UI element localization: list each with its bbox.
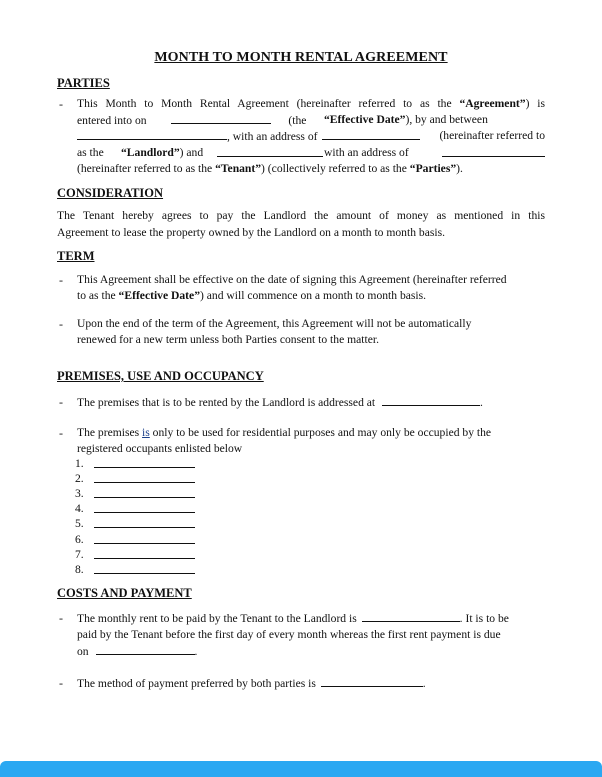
parties-line-5: (hereinafter referred to as the “Tenant”) (collectively referred to as the “Parties”). — [77, 162, 463, 175]
bullet-dash: - — [59, 676, 63, 690]
term-item-2-line-1: Upon the end of the term of the Agreement, this Agreement will not be automatically — [77, 317, 472, 330]
parties-line-3: , with an address of (hereinafter referred to — [77, 128, 545, 145]
occupant-field[interactable] — [94, 532, 195, 544]
landlord-address-field[interactable] — [322, 128, 420, 140]
landlord-name-field[interactable] — [77, 128, 227, 140]
term-item-1-line-2: to as the “Effective Date”) and will commence on a month to month basis. — [77, 289, 427, 302]
premises-item-2-line-1: The premises is only to be used for residential purposes and may only be occupied by the — [77, 426, 492, 439]
bullet-dash: - — [59, 97, 63, 111]
consideration-line-1: The Tenant hereby agrees to pay the Landlord the amount of money as mentioned in this — [57, 209, 545, 222]
occupant-field[interactable] — [94, 501, 195, 513]
consideration-line-2: Agreement to lease the property owned by the Landlord on a month to month basis. — [57, 226, 445, 239]
first-payment-date-field[interactable] — [96, 643, 195, 655]
costs-item-1-line-1: The monthly rent to be paid by the Tenant to the Landlord is . It is to be — [77, 612, 509, 625]
occupant-number: 3. — [75, 487, 84, 500]
tenant-address-field[interactable] — [442, 145, 545, 157]
document-title: MONTH TO MONTH RENTAL AGREEMENT — [154, 50, 448, 65]
premises-heading: PREMISES, USE AND OCCUPANCY — [57, 369, 264, 383]
bottom-bar — [0, 761, 602, 777]
occupant-number: 5. — [75, 517, 84, 530]
costs-item-1-line-3: on . — [77, 645, 198, 658]
bullet-dash: - — [59, 426, 63, 440]
parties-line-4: as the “Landlord”) and with an address of — [77, 145, 545, 161]
premises-item-1: The premises that is to be rented by the Landlord is addressed at . — [77, 396, 483, 409]
occupant-number: 8. — [75, 563, 84, 576]
costs-item-2: The method of payment preferred by both parties is . — [77, 677, 426, 690]
costs-heading: COSTS AND PAYMENT — [57, 586, 192, 600]
bullet-dash: - — [59, 317, 63, 331]
premises-address-field[interactable] — [382, 394, 480, 406]
term-item-1-line-1: This Agreement shall be effective on the date of signing this Agreement (hereinafter referred — [77, 273, 507, 286]
parties-heading: PARTIES — [57, 76, 110, 90]
bullet-dash: - — [59, 395, 63, 409]
occupant-field[interactable] — [94, 562, 195, 574]
occupant-field[interactable] — [94, 471, 195, 483]
premises-item-2-line-2: registered occupants enlisted below — [77, 442, 243, 455]
payment-method-field[interactable] — [321, 675, 423, 687]
parties-line-2: entered into on (the “Effective Date”), by and between — [77, 113, 488, 127]
bullet-dash: - — [59, 611, 63, 625]
tenant-name-field[interactable] — [217, 145, 323, 157]
occupant-number: 7. — [75, 548, 84, 561]
occupant-field[interactable] — [94, 516, 195, 528]
consideration-heading: CONSIDERATION — [57, 186, 164, 200]
occupant-number: 6. — [75, 533, 84, 546]
term-heading: TERM — [57, 249, 95, 263]
agreement-date-field[interactable] — [171, 112, 271, 124]
occupant-number: 4. — [75, 502, 84, 515]
occupant-number: 2. — [75, 472, 84, 485]
occupant-field[interactable] — [94, 456, 195, 468]
occupant-field[interactable] — [94, 547, 195, 559]
term-item-2-line-2: renewed for a new term unless both Parties consent to the matter. — [77, 333, 379, 346]
costs-item-1-line-2: paid by the Tenant before the first day of every month whereas the first rent payment is due — [77, 628, 501, 641]
bullet-dash: - — [59, 273, 63, 287]
rent-amount-field[interactable] — [362, 610, 460, 622]
occupant-number: 1. — [75, 457, 84, 470]
occupant-field[interactable] — [94, 486, 195, 498]
parties-line-1: This Month to Month Rental Agreement (hereinafter referred to as the “Agreement”) is — [77, 97, 545, 110]
